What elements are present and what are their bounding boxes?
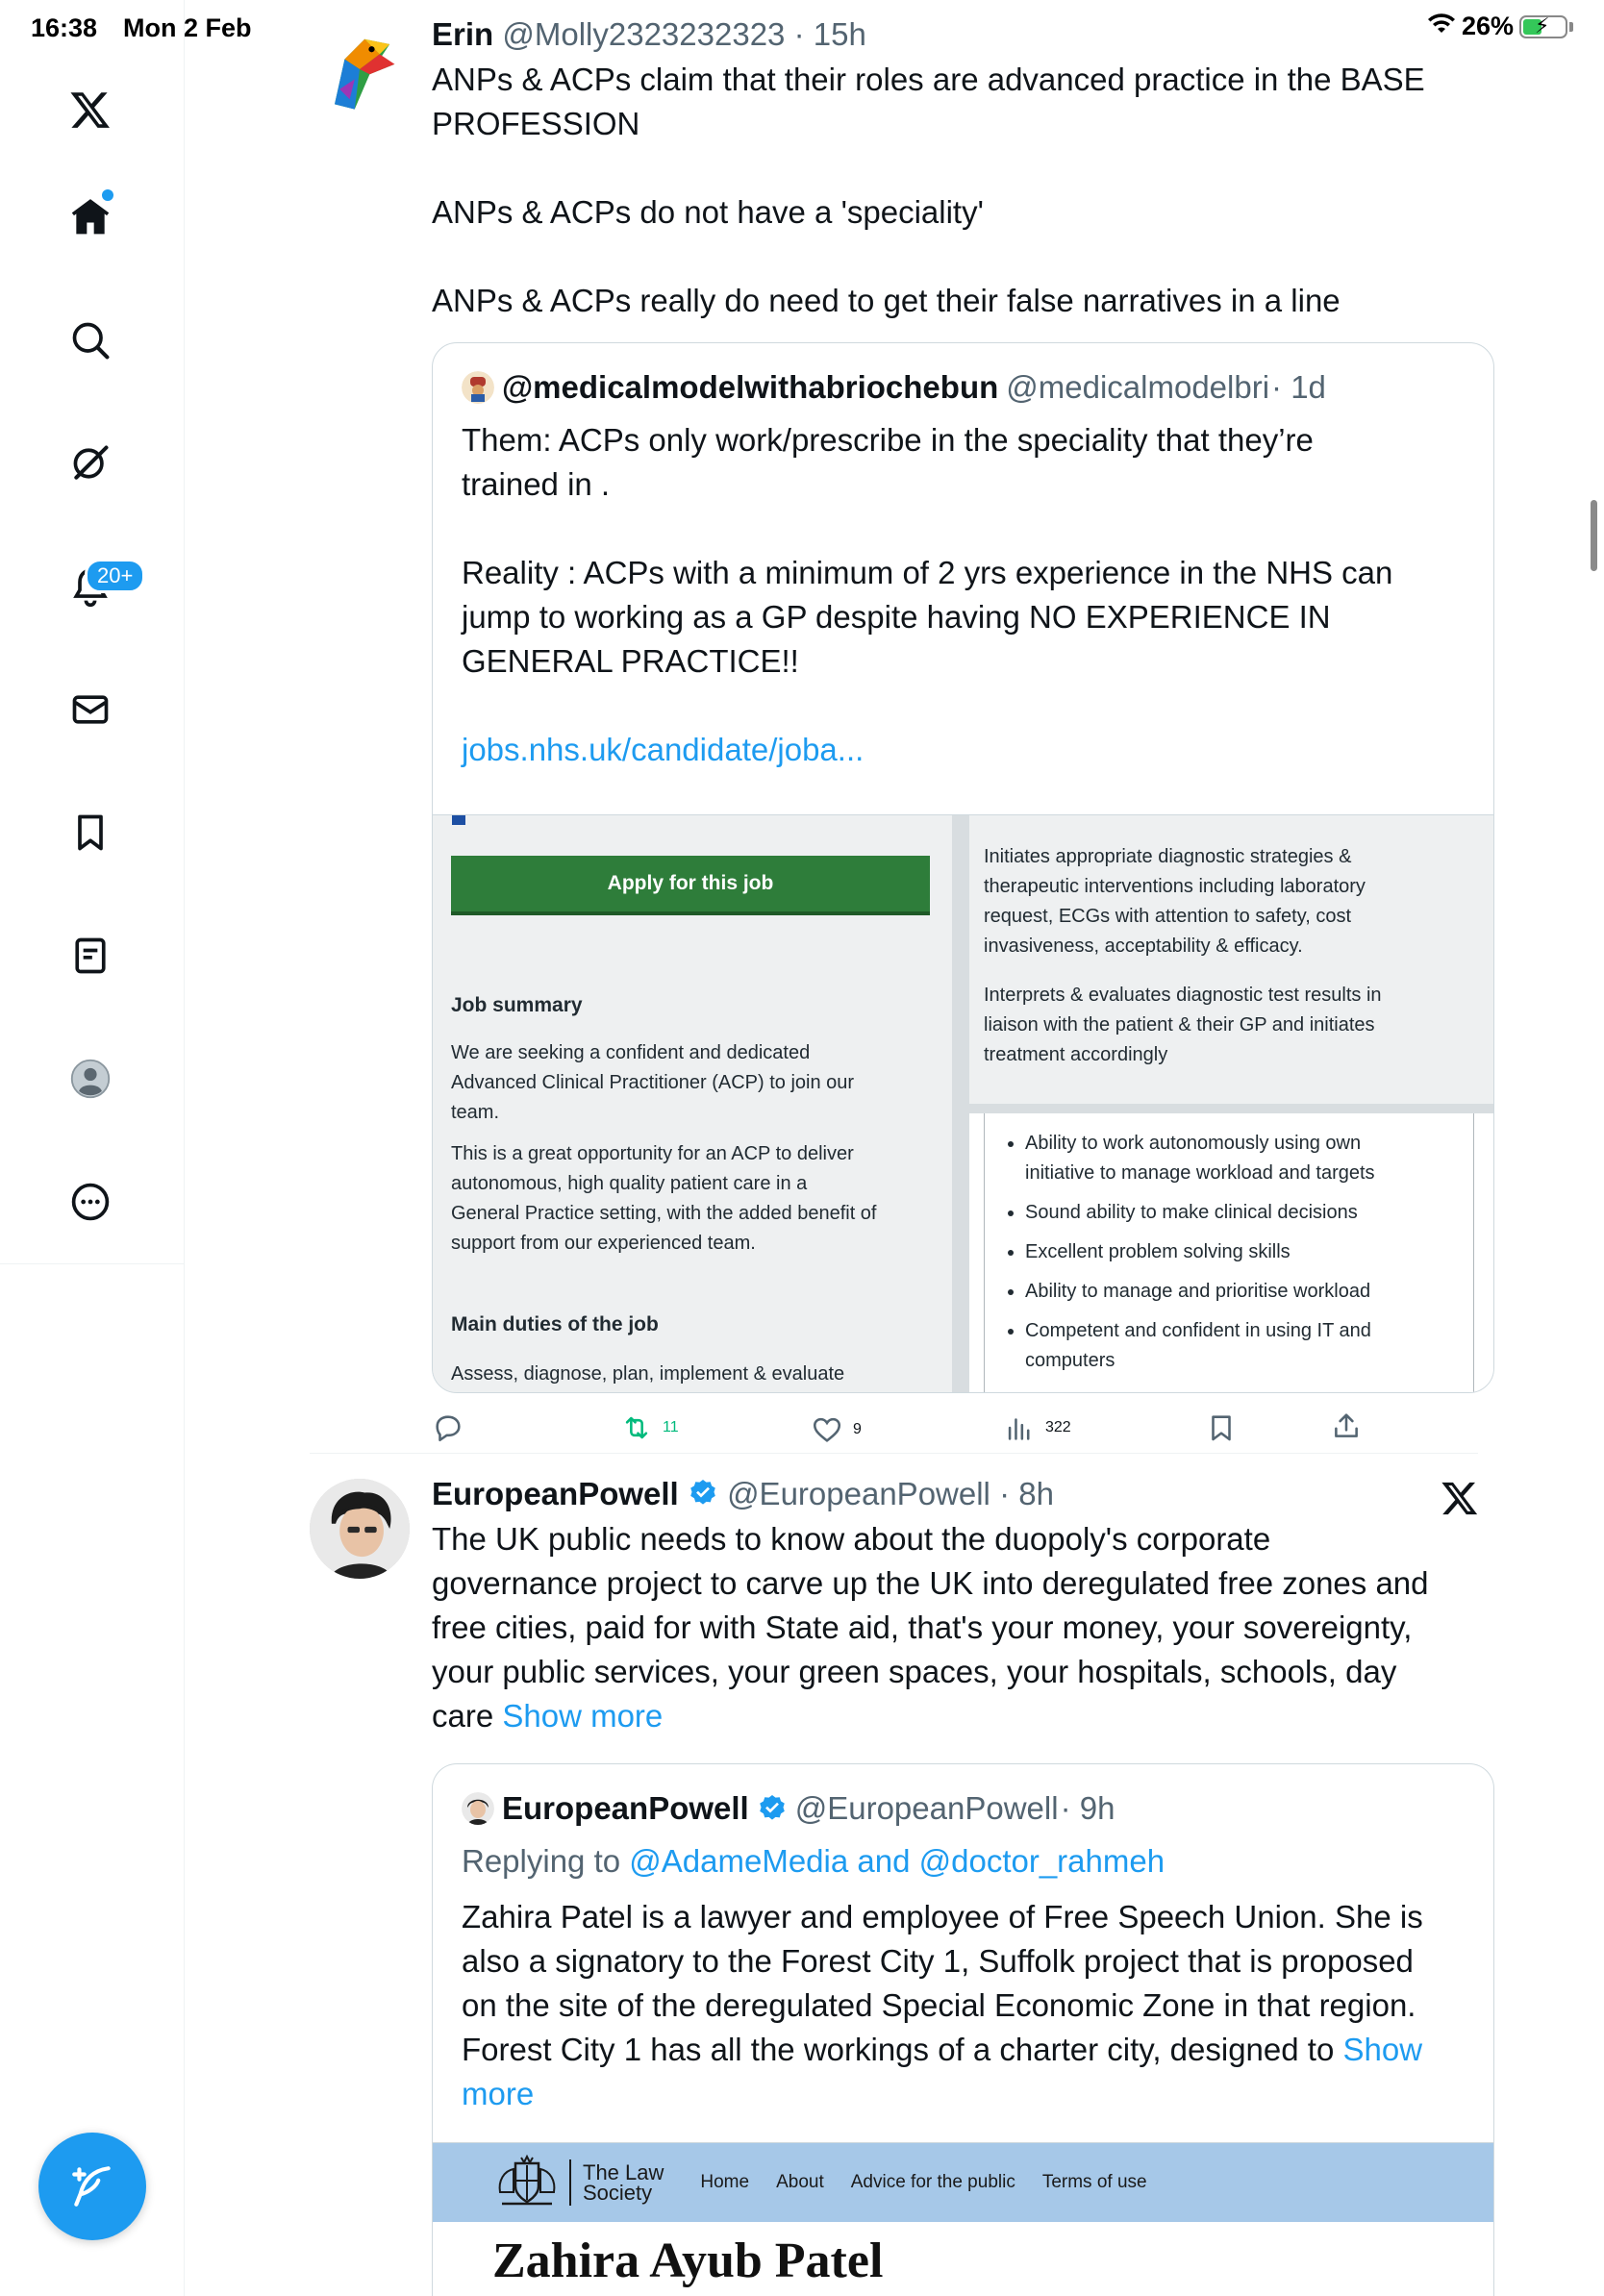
quote-line: GENERAL PRACTICE!! xyxy=(462,643,799,679)
job-line: request, ECGs with attention to safety, cost xyxy=(984,906,1352,927)
verified-badge-icon xyxy=(688,1478,718,1509)
job-line: autonomous, high quality patient care in a xyxy=(451,1173,808,1194)
tweet-header xyxy=(432,1475,1429,1513)
list-item: • Ability to work autonomously using own initiative to manage workload and targets xyxy=(1025,1129,1462,1188)
more-icon[interactable] xyxy=(63,1175,117,1229)
job-screenshot-image[interactable] xyxy=(433,814,1494,1393)
messages-icon[interactable] xyxy=(63,683,117,736)
job-line: liaison with the patient & their GP and initiates xyxy=(984,1014,1375,1036)
show-more-link[interactable]: more xyxy=(462,2076,535,2111)
heart-icon xyxy=(811,1413,843,1446)
quote-handle[interactable]: @medicalmodelbri xyxy=(1006,369,1270,405)
tweet-header xyxy=(432,15,1425,54)
job-line: team. xyxy=(451,1102,500,1123)
apply-button: Apply for this job xyxy=(451,856,930,915)
display-name[interactable]: EuropeanPowell xyxy=(432,1476,679,1511)
scrollbar[interactable] xyxy=(1591,500,1597,571)
tweet-text xyxy=(432,1517,1429,1738)
sidebar-divider xyxy=(0,1263,185,1264)
x-premium-icon[interactable] xyxy=(1441,1479,1479,1517)
law-society-nav-bar xyxy=(433,2143,1493,2222)
replying-prefix: Replying to xyxy=(462,1843,621,1879)
job-line: Initiates appropriate diagnostic strategies & xyxy=(984,846,1352,867)
avatar[interactable] xyxy=(310,1479,410,1579)
bookmarks-icon[interactable] xyxy=(63,806,117,860)
quote-line: Reality : ACPs with a minimum of 2 yrs experience in the NHS can xyxy=(462,555,1393,590)
notifications-badge: 20+ xyxy=(85,559,145,593)
job-line: We are seeking a confident and dedicated xyxy=(451,1042,811,1063)
profile-avatar-icon[interactable] xyxy=(63,1052,117,1106)
job-requirements-list xyxy=(1000,1129,1462,1385)
quote-line: trained in . xyxy=(462,466,611,502)
timestamp[interactable]: · 15h xyxy=(793,16,866,52)
quote-line-text: Forest City 1 has all the workings of a charter city, designed to xyxy=(462,2032,1335,2067)
job-duties-heading: Main duties of the job xyxy=(451,1313,659,1335)
job-left-panel xyxy=(433,815,952,1392)
law-nav-home: Home xyxy=(700,2172,750,2192)
law-nav-about: About xyxy=(776,2172,824,2192)
quoted-tweet[interactable] xyxy=(432,342,1494,1393)
display-name[interactable]: Erin xyxy=(432,16,494,52)
list-item: • Excellent problem solving skills xyxy=(1025,1237,1462,1267)
law-society-logo-text xyxy=(583,2162,664,2203)
battery-percent: 26% xyxy=(1461,12,1514,40)
job-line: treatment accordingly xyxy=(984,1044,1168,1065)
sidebar xyxy=(0,0,185,2296)
wifi-icon xyxy=(1427,12,1456,41)
replying-to-link[interactable]: @AdameMedia and @doctor_rahmeh xyxy=(629,1843,1165,1879)
job-summary-heading: Job summary xyxy=(451,994,583,1016)
law-nav-terms: Terms of use xyxy=(1041,2172,1147,2192)
show-more-link[interactable]: Show more xyxy=(502,1698,664,1734)
replying-to xyxy=(462,1839,1423,1884)
list-item: • Sound ability to make clinical decisions xyxy=(1025,1198,1462,1228)
retweet-button[interactable] xyxy=(620,1411,679,1444)
quote-avatar[interactable] xyxy=(462,371,494,404)
job-line: invasiveness, acceptability & efficacy. xyxy=(984,936,1303,957)
views-count: 322 xyxy=(1045,1419,1071,1435)
grok-icon[interactable] xyxy=(63,437,117,490)
tweet-line xyxy=(432,1694,1429,1738)
retweet-count: 11 xyxy=(663,1419,679,1435)
quote-line: on the site of the deregulated Special Economic Zone in that region. xyxy=(462,1987,1416,2023)
tweet-line: ANPs & ACPs really do need to get their false narratives in a line xyxy=(432,283,1341,318)
tweet-line: governance project to carve up the UK into deregulated free zones and xyxy=(432,1565,1429,1601)
show-more-link[interactable]: Show xyxy=(1342,2032,1423,2067)
battery-icon: ⚡ xyxy=(1519,15,1567,38)
bookmark-button[interactable] xyxy=(1205,1411,1238,1444)
quote-line xyxy=(462,2028,1423,2072)
quote-handle[interactable]: @EuropeanPowell xyxy=(794,1790,1059,1826)
tweet-line-text: care xyxy=(432,1698,494,1734)
law-profile-heading: Zahira Ayub Patel xyxy=(492,2234,884,2288)
tweet-line: PROFESSION xyxy=(432,106,640,141)
job-line: therapeutic interventions including laboratory xyxy=(984,876,1366,897)
lists-icon[interactable] xyxy=(63,929,117,983)
quote-line: jump to working as a GP despite having NO EXPERIENCE IN xyxy=(462,599,1331,635)
verified-badge-icon xyxy=(757,1793,788,1824)
tweet-line: ANPs & ACPs claim that their roles are advanced practice in the BASE xyxy=(432,62,1425,97)
quote-line: Them: ACPs only work/prescribe in the speciality that they’re xyxy=(462,422,1314,458)
law-nav-advice: Advice for the public xyxy=(850,2172,1015,2192)
status-time: 16:38 xyxy=(31,13,98,42)
search-icon[interactable] xyxy=(63,313,117,367)
timestamp[interactable]: · 8h xyxy=(999,1476,1054,1511)
retweet-icon xyxy=(620,1411,653,1444)
quote-timestamp[interactable]: · 9h xyxy=(1060,1790,1115,1826)
list-item: • Competent and confident in using IT and computers xyxy=(1025,1316,1462,1376)
like-button[interactable] xyxy=(811,1413,862,1446)
quote-text xyxy=(462,418,1392,772)
job-line: General Practice setting, with the added benefit of xyxy=(451,1203,877,1224)
quote-display-name[interactable]: @medicalmodelwithabriochebun xyxy=(502,369,999,405)
reply-icon xyxy=(432,1411,464,1444)
share-button[interactable] xyxy=(1330,1410,1363,1442)
list-item: • Ability to manage and prioritise workload xyxy=(1025,1277,1462,1307)
job-line: support from our experienced team. xyxy=(451,1233,756,1254)
job-summary-text xyxy=(451,1038,941,1259)
job-right-top-panel xyxy=(969,815,1493,1104)
handle[interactable]: @Molly2323232323 xyxy=(502,16,786,52)
share-icon xyxy=(1330,1410,1363,1442)
reply-button[interactable] xyxy=(432,1411,464,1444)
tweet-text xyxy=(432,58,1425,323)
x-logo-icon[interactable] xyxy=(63,83,117,137)
status-indicators xyxy=(1427,12,1573,41)
job-line: Interprets & evaluates diagnostic test results in xyxy=(984,985,1382,1006)
views-button[interactable] xyxy=(1003,1411,1071,1444)
quote-line: also a signatory to the Forest City 1, Suffolk project that is proposed xyxy=(462,1943,1414,1979)
logo-line: The Law xyxy=(583,2160,664,2184)
status-date: Mon 2 Feb xyxy=(123,13,252,42)
home-unread-dot xyxy=(102,189,113,201)
quote-header xyxy=(462,368,1392,407)
job-line: This is a great opportunity for an ACP to deliver xyxy=(451,1143,854,1164)
job-duties-text: Assess, diagnose, plan, implement & evaluate xyxy=(451,1363,845,1385)
tweet-line: free cities, paid for with State aid, that's your money, your sovereignty, xyxy=(432,1610,1413,1645)
quote-timestamp[interactable]: · 1d xyxy=(1271,369,1326,405)
tweet-line: ANPs & ACPs do not have a 'speciality' xyxy=(432,194,984,230)
like-count: 9 xyxy=(853,1421,862,1437)
compose-feather-icon xyxy=(68,2162,116,2210)
quoted-tweet[interactable] xyxy=(432,1763,1494,2296)
law-society-image[interactable] xyxy=(433,2142,1494,2296)
quote-avatar[interactable] xyxy=(462,1792,494,1825)
quote-text xyxy=(462,1839,1423,2116)
quote-header xyxy=(462,1789,1423,1828)
handle[interactable]: @EuropeanPowell xyxy=(727,1476,990,1511)
quote-link[interactable]: jobs.nhs.uk/candidate/joba... xyxy=(462,732,865,767)
compose-button[interactable] xyxy=(38,2133,146,2240)
tweet-line: The UK public needs to know about the duopoly's corporate xyxy=(432,1521,1271,1557)
tweet-divider xyxy=(310,1453,1478,1454)
quote-line: Zahira Patel is a lawyer and employee of Free Speech Union. She is xyxy=(462,1899,1423,1934)
tweet-line: your public services, your green spaces, your hospitals, schools, day xyxy=(432,1654,1397,1689)
quote-display-name[interactable]: EuropeanPowell xyxy=(502,1790,749,1826)
job-right-bottom-panel xyxy=(969,1113,1493,1392)
views-icon xyxy=(1003,1411,1036,1444)
logo-line: Society xyxy=(583,2181,653,2205)
job-line: Advanced Clinical Practitioner (ACP) to join our xyxy=(451,1072,855,1093)
law-society-crest-icon xyxy=(492,2154,562,2211)
bookmark-icon xyxy=(1205,1411,1238,1444)
avatar[interactable] xyxy=(310,19,410,119)
tweet-actions xyxy=(432,1400,1494,1458)
